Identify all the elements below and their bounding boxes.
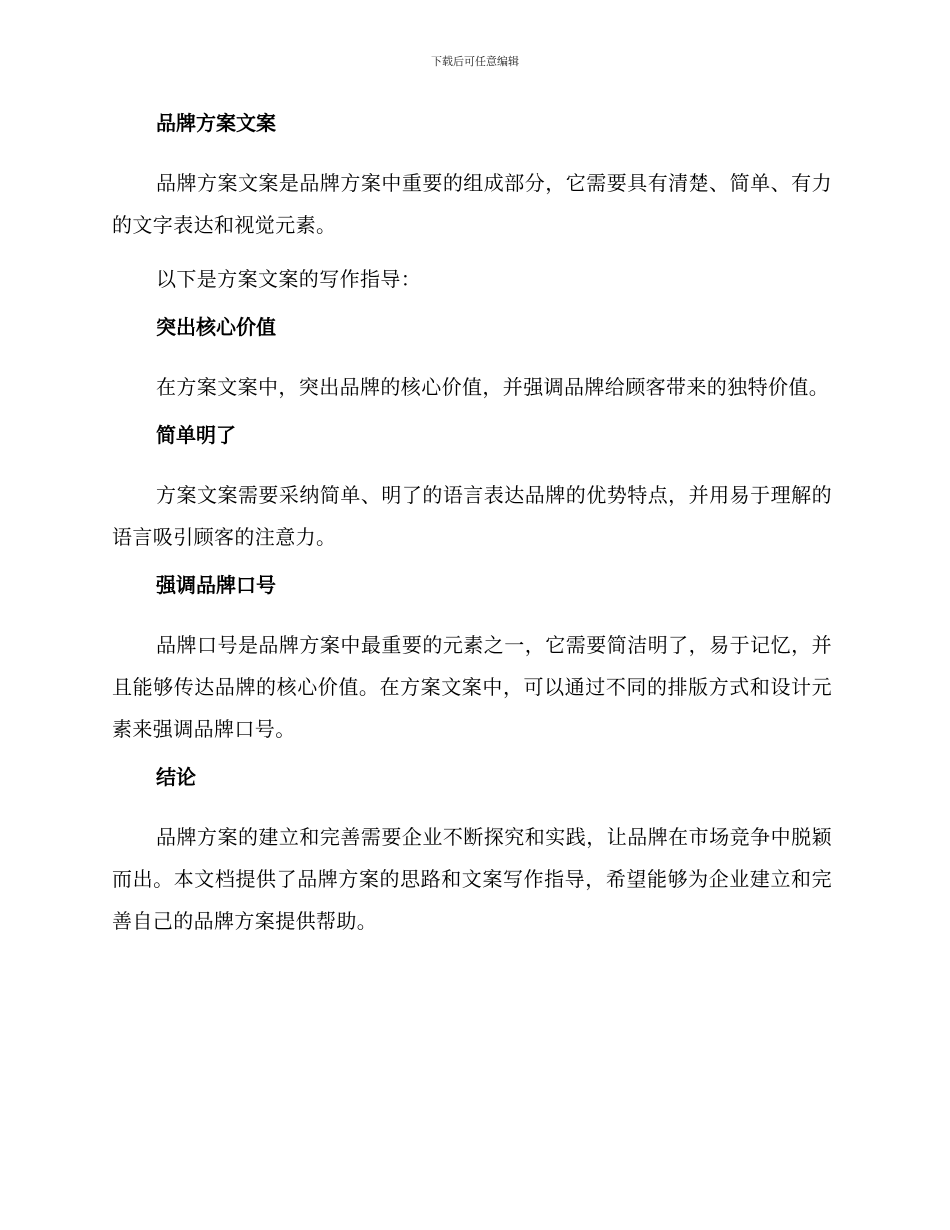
paragraph: 以下是方案文案的写作指导： <box>156 267 422 291</box>
paragraph: 品牌方案的建立和完善需要企业不断探究和实践，让品牌在市场竞争中脱颖而出。本文档提供了品牌方案的思路和文案写作指导，希望能够为企业建立和完善自己的品牌方案提供帮助。 <box>112 825 832 933</box>
section-heading: 结论 <box>156 765 196 789</box>
paragraph: 品牌口号是品牌方案中最重要的元素之一，它需要简洁明了，易于记忆，并且能够传达品牌的核心价值。在方案文案中，可以通过不同的排版方式和设计元素来强调品牌口号。 <box>112 633 832 741</box>
section-heading: 强调品牌口号 <box>156 573 276 597</box>
paragraph: 在方案文案中，突出品牌的核心价值，并强调品牌给顾客带来的独特价值。 <box>156 375 830 399</box>
section-heading: 简单明了 <box>156 423 236 447</box>
document-body <box>112 108 832 954</box>
section-heading: 突出核心价值 <box>156 315 276 339</box>
section-heading: 品牌方案文案 <box>156 111 276 135</box>
paragraph: 品牌方案文案是品牌方案中重要的组成部分，它需要具有清楚、简单、有力的文字表达和视觉元素。 <box>112 171 832 237</box>
page-header: 下载后可任意编辑 <box>431 55 519 68</box>
paragraph: 方案文案需要采纳简单、明了的语言表达品牌的优势特点，并用易于理解的语言吸引顾客的注意力。 <box>112 483 832 549</box>
